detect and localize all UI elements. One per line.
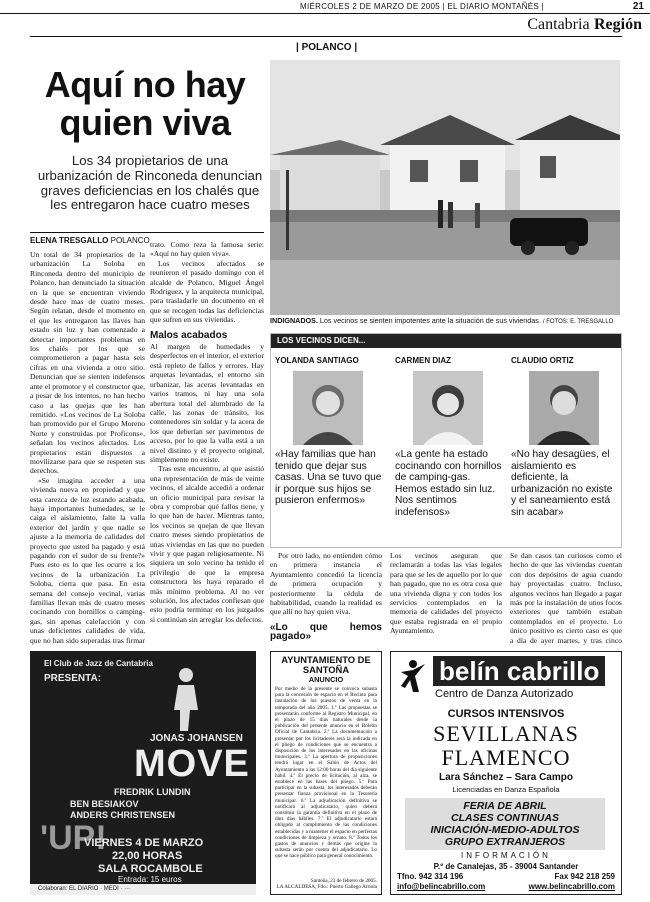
- ad-jazz-price: Entrada: 15 euros: [118, 875, 182, 884]
- body-column-1: [30, 250, 145, 645]
- ad-jazz-title: MOVE: [134, 743, 250, 785]
- paragraph: Un total de 34 propietarios de la urbanización La Soloba en Rinconeda dentro del municipio de Polanco, han denunciado la situación en la que se encuentran viviendo desde hace mas de cuatro meses. Según relatan, desde el momento en el que les entregaron las llaves han estado sin luz y han comenzado a detectar importantes problemas en los chalés por los que se comprometieron a pagar hasta seis cifras en una vivienda a otro sitio. Denuncian que se sienten indefensos ante el promotor y el constructor que, a pesar de los intentos, no han hecho caso a las quejas que les han remitido. «Los vecinos de La Soloba han promovido por el Grupo Moreno Norte y construidas por Proficons», señalan los vecinos afectados. Los propietarios están dispuestos a movilizarse para que se respeten sus derechos.: [30, 250, 145, 476]
- section-bold: Región: [594, 16, 642, 33]
- ad-santona-subtitle: ANUNCIO: [308, 675, 344, 684]
- vox-name: YOLANDA SANTIAGO: [275, 356, 359, 365]
- vox-quote: «No hay desagües, el aislamiento es deficiente, la urbanización no existe y el saneamiento está sin acabar»: [511, 449, 613, 518]
- date-line: MIÉRCOLES 2 DE MARZO DE 2005 | EL DIARIO MONTAÑÉS |: [300, 2, 544, 11]
- byline-place: POLANCO: [110, 236, 150, 245]
- ad-jazz-musician: FREDRIK LUNDIN: [114, 787, 191, 797]
- ad-jazz-musician: BEN BESIAKOV: [70, 799, 139, 809]
- houses-illustration: [270, 60, 620, 315]
- ad-dance-license: Licenciadas en Danza Española: [452, 785, 560, 794]
- body-column-4: [390, 551, 502, 645]
- ad-jazz-venue: SALA ROCAMBOLE: [98, 863, 203, 875]
- ad-jazz-up: 'UP!: [40, 819, 107, 857]
- dancer-icon: [397, 658, 429, 694]
- section-light: Cantabria: [527, 16, 590, 33]
- paragraph: Tras este encuentro, al que asistió una representación de más de veinte vecinos, el alcalde accedió a ordenar un oficio municipal para revisar la obra y comprobar qué fallos tiene, y lo que han de hacer. Mientras tanto, los vecinos se quejan de que llevan cuatro meses siendo propietarios de unas viviendas en las que no pueden vivir y que pagan religiosamente. Ni siquiera un solo vecino ha tenido el privilegio de que la empresa constructora les haya reparado el más mínimo problema. Al no ver solución, los afectados confiesan que esto podría terminar en los juzgados si continúan sin arreglar los defectos.: [150, 464, 264, 624]
- paragraph: Los vecinos afectados se reunieron el pasado domingo con el alcalde de Polanco, Miguel Ángel Rodríguez, y la arquitecta municipal, para trasladarle un documento en el que se recogen todas las deficiencias que sufren en sus viviendas.: [150, 258, 264, 325]
- byline: [30, 236, 150, 245]
- subhead: Los 34 propietarios de una urbanización de Rinconeda denuncian graves deficiencias en los chalés que les entregaron hace cuatro meses: [37, 153, 263, 213]
- paragraph: trato. Como reza la famosa serie: «Aquí no hay quien viva».: [150, 240, 264, 259]
- portrait-photo: [413, 371, 483, 445]
- ad-santona-notice: [270, 651, 382, 895]
- ad-dance-website[interactable]: www.belincabrillo.com: [528, 882, 615, 891]
- vox-populi-box: [270, 333, 622, 548]
- ad-jazz-sponsors: Colaboran: EL DIARIO · MEDI · ···: [30, 884, 256, 895]
- vox-person-2: [395, 356, 505, 519]
- ad-dance-teachers: Lara Sánchez – Sara Campo: [439, 772, 573, 783]
- ad-dance-style: FLAMENCO: [441, 745, 571, 770]
- header-rule: [0, 13, 650, 14]
- paragraph: Los vecinos aseguran que reclamarán a todas las vías legales para que se les de aquello por lo que han pagado, que no es otra cosa que una vivienda digna y con todos los servicios contemplados en la memoria de calidades del proyecto que estaba registrada en el propio Ayuntamiento.: [390, 551, 502, 636]
- byline-rule: [30, 232, 264, 233]
- section-name: [527, 16, 642, 34]
- ad-dance-phone: Tfno. 942 314 196: [397, 872, 464, 881]
- ad-dance-fax: Fax 942 218 259: [554, 872, 615, 881]
- ad-dance-offer-box: [405, 798, 605, 850]
- headline: Aquí no hay quien viva: [44, 64, 246, 143]
- paragraph: Por otro lado, no entienden cómo en primera instancia el Ayuntamiento concedió la licencia de primera ocupación y posteriormente la cédula de habitabilidad, cuando la realidad es que allí no hay quien viva.: [270, 551, 382, 617]
- ad-santona-signatory: LA ALCALDESA, Fdo.: Puerto Gallego Arriola: [276, 884, 377, 890]
- ad-dance-info: INFORMACIÓN: [461, 851, 551, 860]
- body-column-3: [270, 551, 382, 645]
- caption-text: Los vecinos se sienten impotentes ante la situación de sus viviendas.: [319, 316, 541, 325]
- vox-quote: «Hay familias que han tenido que dejar sus casas. Una se tuvo que ir porque sus hijos se pusieron enfermos»: [275, 449, 382, 507]
- ad-santona-body: Por medio de la presente se convoca subasta para la concesión de espacio en el Recinto para instalación de los puestos de venta en la temporada del año 2005. 1.º Las propuestas se presentarán conforme al Registro Municipal, en el plazo de 15 días naturales desde la publicación del presente anuncio en el Boletín Oficial de Cantabria. 2.º La documentación a presentar por los licitadores será la indicada en el pliego de condiciones que se encuentra a disposición de los interesados en las oficinas municipales. 3.º La apertura de proposiciones tendrá lugar en el Salón de Actos del Ayuntamiento a las 12:00 horas del día siguiente hábil. 4.º El precio de licitación, al alza, se establece en las bases del pliego. 5.º Para participar en la subasta, los interesados deberán presentar fianza provisional en la Tesorería municipal. 6.º La adjudicación definitiva se notificará al adjudicatario, quien deberá constituir la garantía definitiva en el plazo de diez días hábiles. 7.º El adjudicatario estará obligado al cumplimiento de las condiciones establecidas y a mantener el espacio en perfectas condiciones de limpieza y ornato. 8.º Todos los gastos de anuncios y demás que origine la subasta serán por cuenta del adjudicatario. Lo que se hace público para general conocimiento.: [275, 686, 377, 860]
- photo-caption: [270, 316, 620, 325]
- ad-dance-style: SEVILLANAS: [433, 721, 579, 746]
- vox-person-3: [511, 356, 617, 519]
- byline-name: ELENA TRESGALLO: [30, 236, 109, 245]
- vox-person-1: [275, 356, 385, 507]
- photo-credit: / FOTOS: E. TRESGALLO: [542, 319, 614, 325]
- ad-dance-email[interactable]: info@belincabrillo.com: [397, 882, 486, 891]
- ad-jazz-date: VIERNES 4 DE MARZO: [84, 837, 204, 849]
- vox-heading: LOS VECINOS DICEN...: [271, 334, 621, 348]
- ad-dance-tagline: Centro de Danza Autorizado: [435, 688, 574, 700]
- saxophonist-silhouette: [160, 665, 210, 735]
- body-column-2: [150, 240, 264, 645]
- portrait-photo: [529, 371, 599, 445]
- vox-quote: «La gente ha estado cocinando con hornillos de camping-gas. Hemos estado sin luz. Nos sentimos indefensos»: [395, 449, 502, 518]
- page-number: 21: [632, 1, 644, 12]
- ad-dance-courses: CURSOS INTENSIVOS: [447, 708, 565, 720]
- main-photo: [270, 60, 620, 315]
- paragraph: [270, 644, 382, 645]
- ad-dance-offer: FERIA DE ABRIL: [463, 800, 547, 812]
- ad-dance-name: belín cabrillo: [433, 656, 605, 686]
- ad-dance-school[interactable]: [390, 651, 622, 895]
- caption-bold: INDIGNADOS.: [270, 316, 318, 325]
- ad-santona-signature: Santoña, 23 de febrero de 2005.: [310, 878, 377, 884]
- body-column-5: [510, 551, 622, 645]
- vox-name: CLAUDIO ORTIZ: [511, 356, 574, 365]
- ad-dance-offer: GRUPO EXTRANJEROS: [444, 836, 566, 848]
- subheading: Malos acabados: [150, 329, 228, 341]
- subheading: «Lo que hemos pagado»: [270, 621, 382, 643]
- ad-jazz-concert[interactable]: [30, 651, 256, 895]
- kicker: | POLANCO |: [296, 42, 358, 53]
- ad-santona-title: AYUNTAMIENTO DE SANTOÑA: [281, 654, 371, 675]
- ad-dance-offer: CLASES CONTINUAS: [451, 812, 559, 824]
- ad-jazz-time: 22,00 HORAS: [112, 850, 183, 862]
- paragraph: «Se imagina acceder a una vivienda nueva en propiedad y que esta carezca de luz estando acabada, haya importantes humedades, se le caiga el aislamiento, falte la valla exterior del jardín y que nadie se ajuste a la memoria de calidades del proyecto que usted ha pagado y está pagando con el sudor de su frente?» Pues esto es lo que les ocurre a los vecinos de la urbanización La Soloba, cierra que pasa. En esta semana del consejo vecinal, varias familias llevan más de cuatro meses cocinando con hornillos o camping-gas, sin apenas calefacción y con unas deficientes calidades de vida, que no han sido superadas tras firmar: [30, 475, 145, 645]
- ad-jazz-presents: PRESENTA:: [44, 673, 102, 684]
- ad-dance-address: P.º de Canalejas, 35 - 39004 Santander: [433, 862, 579, 871]
- paragraph: Se dan casos tan curiosos como el hecho de que las viviendas cuentan con dos depósitos de agua cuando hay proyectadas cuatro. Incluso, algunos vecinos han llegado a pagar más por la instalación de unos focos exteriores que también estaban contemplados en el proyecto. Lo único positivo es cierto caso es que a día de ayer martes, y tras cinco: [510, 551, 622, 645]
- ad-jazz-musician: ANDERS CHRISTENSEN: [70, 810, 176, 820]
- ad-dance-offer: INICIACIÓN-MEDIO-ADULTOS: [430, 824, 580, 836]
- section-rule: [30, 36, 622, 37]
- vox-name: CARMEN DIAZ: [395, 356, 451, 365]
- ad-jazz-organizer: El Club de Jazz de Cantabria: [44, 659, 153, 668]
- portrait-photo: [293, 371, 363, 445]
- paragraph: Al margen de humedades y desperfectos en el interior, el exterior está repleto de fallos y errores. Hay arquetas levantadas, el entorno sin urbanizar, las aceras levantadas en varios tramos, ni hay una sola abertura total del alumbrado de la calle, las zonas de tránsito, los contenedores sin soldar y la acera de los que deberían ser pavimentos de acceso, por lo que la valla está a un nivel distinto y el proyecto original, simplemente no existe.: [150, 342, 264, 464]
- ad-jazz-artist: JONAS JOHANSEN: [150, 733, 243, 744]
